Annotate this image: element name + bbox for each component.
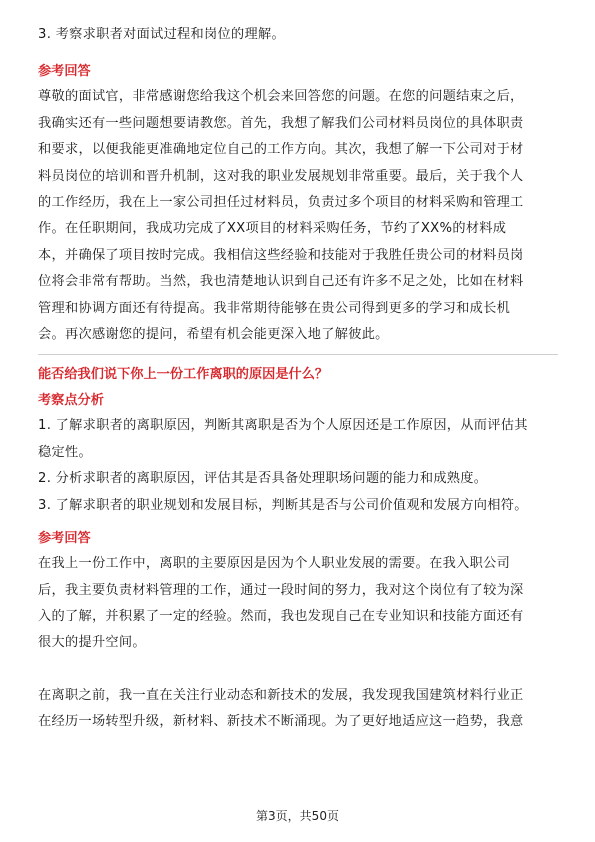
answer-paragraph xyxy=(38,84,558,348)
answer-paragraph xyxy=(38,683,558,736)
analysis-item: 1. 了解求职者的离职原因，判断其离职是否为个人原因还是工作原因，从而评估其 xyxy=(38,418,528,434)
answer-line: 的工作经历，我在上一家公司担任过材料员，负责过多个项目的材料采购和管理工 xyxy=(38,195,524,211)
answer-label: 参考回答 xyxy=(38,531,91,547)
question-heading: 能否给我们说下你上一份工作离职的原因是什么？ xyxy=(38,367,329,383)
answer-line: 本，并确保了项目按时完成。我相信这些经验和技能对于我胜任贵公司的材料员岗 xyxy=(38,247,524,263)
analysis-list xyxy=(38,413,558,519)
answer-line: 管理和协调方面还有待提高。我非常期待能够在贵公司得到更多的学习和成长机 xyxy=(38,300,511,316)
analysis-item: 2. 分析求职者的离职原因，评估其是否具备处理职场问题的能力和成熟度。 xyxy=(38,471,488,487)
answer-line: 和要求，以便我能更准确地定位自己的工作方向。其次，我想了解一下公司对于材 xyxy=(38,142,524,158)
analysis-item: 3. 了解求职者的职业规划和发展目标，判断其是否与公司价值观和发展方向相符。 xyxy=(38,497,528,513)
answer-line: 很大的提升空间。 xyxy=(38,635,146,651)
answer-line: 尊敬的面试官，非常感谢您给我这个机会来回答您的问题。在您的问题结束之后， xyxy=(38,89,524,105)
answer-line: 在我上一份工作中，离职的主要原因是因为个人职业发展的需要。在我入职公司 xyxy=(38,556,511,572)
answer-line: 位将会非常有帮助。当然，我也清楚地认识到自己还有许多不足之处，比如在材料 xyxy=(38,274,524,290)
answer-line: 在经历一场转型升级，新材料、新技术不断涌现。为了更好地适应这一趋势，我意 xyxy=(38,714,524,730)
answer-line: 作。在任职期间，我成功完成了XX项目的材料采购任务，节约了XX%的材料成 xyxy=(38,221,507,237)
section-divider xyxy=(38,354,558,355)
answer-line: 在离职之前，我一直在关注行业动态和新技术的发展，我发现我国建筑材料行业正 xyxy=(38,687,524,703)
answer-label: 参考回答 xyxy=(38,64,91,80)
analysis-item-continued: 稳定性。 xyxy=(38,444,92,460)
answer-paragraph xyxy=(38,551,558,657)
answer-line: 料员岗位的培训和晋升机制，这对我的职业发展规划非常重要。最后，关于我个人 xyxy=(38,168,524,184)
document-page xyxy=(38,22,558,736)
answer-line: 会。再次感谢您的提问，希望有机会能更深入地了解彼此。 xyxy=(38,327,389,343)
intro-item: 3. 考察求职者对面试过程和岗位的理解。 xyxy=(38,27,285,42)
answer-line: 我确实还有一些问题想要请教您。首先，我想了解我们公司材料员岗位的具体职责 xyxy=(38,115,524,131)
answer-line: 入的了解，并积累了一定的经验。然而，我也发现自己在专业知识和技能方面还有 xyxy=(38,608,524,624)
page-footer: 第3页，共50页 xyxy=(256,809,339,823)
analysis-label: 考察点分析 xyxy=(38,393,104,409)
answer-line: 后，我主要负责材料管理的工作，通过一段时间的努力，我对这个岗位有了较为深 xyxy=(38,582,524,598)
